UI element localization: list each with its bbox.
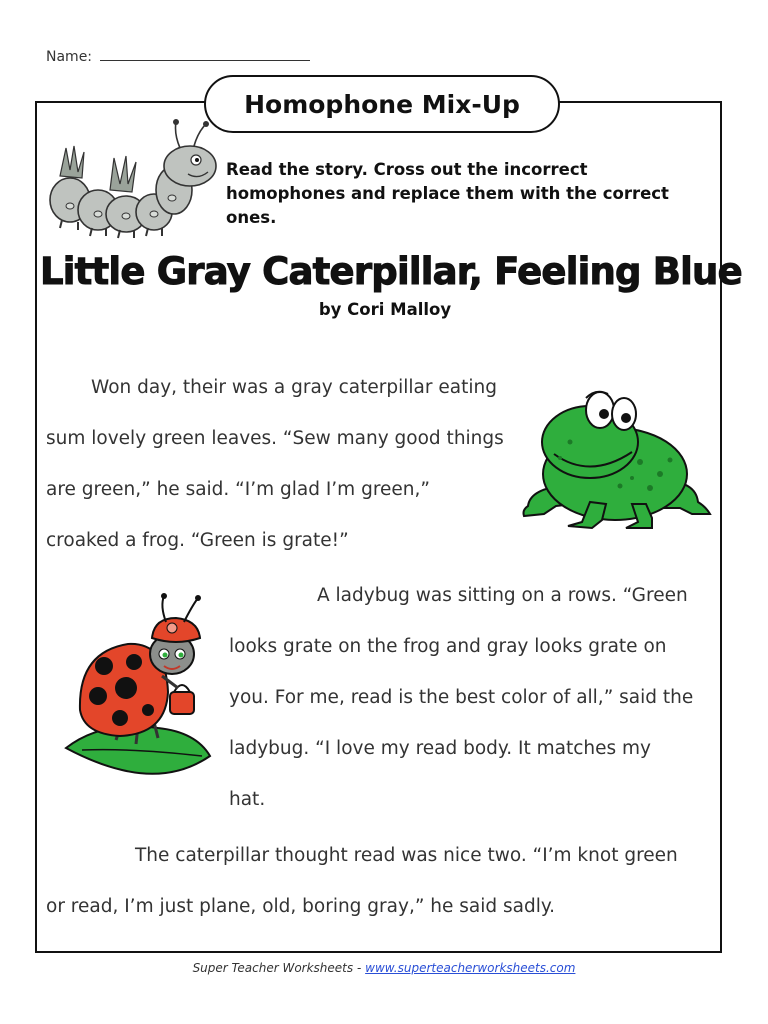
story-line: looks grate on the frog and gray looks grate on (229, 636, 667, 657)
footer-link[interactable]: www.superteacherworksheets.com (365, 961, 576, 975)
footer-brand: Super Teacher Worksheets (192, 961, 354, 975)
story-title: Little Gray Caterpillar, Feeling Blue (40, 250, 742, 293)
caterpillar-illustration (48, 118, 218, 243)
worksheet-title: Homophone Mix-Up (204, 75, 560, 133)
story-paragraph-1 (46, 362, 504, 566)
story-line: croaked a frog. “Green is grate!” (46, 530, 349, 551)
name-field (46, 48, 310, 65)
story-line: or read, I’m just plane, old, boring gray,” he said sadly. (46, 896, 556, 917)
instructions-text: Read the story. Cross out the incorrect homophones and replace them with the correct ones. (226, 160, 669, 227)
story-paragraph-3 (46, 830, 678, 932)
story-paragraph-2 (229, 570, 693, 825)
name-blank-line[interactable] (100, 48, 310, 61)
story-byline: by Cori Malloy (318, 300, 452, 319)
story-line: are green,” he said. “I’m glad I’m green,” (46, 479, 430, 500)
page-footer (0, 961, 768, 975)
name-label: Name: (46, 49, 93, 65)
story-line: you. For me, read is the best color of all,” said the (229, 687, 694, 708)
ladybug-illustration (62, 592, 214, 782)
story-line: sum lovely green leaves. “Sew many good things (46, 428, 504, 449)
story-line: A ladybug was sitting on a rows. “Green (317, 585, 688, 606)
frog-illustration (520, 382, 712, 532)
story-line: Won day, their was a gray caterpillar eating (91, 377, 497, 398)
story-line: The caterpillar thought read was nice two. “I’m knot green (135, 845, 678, 866)
story-line: ladybug. “I love my read body. It matches my (229, 738, 651, 759)
footer-separator: - (356, 961, 362, 975)
story-line: hat. (229, 789, 266, 810)
